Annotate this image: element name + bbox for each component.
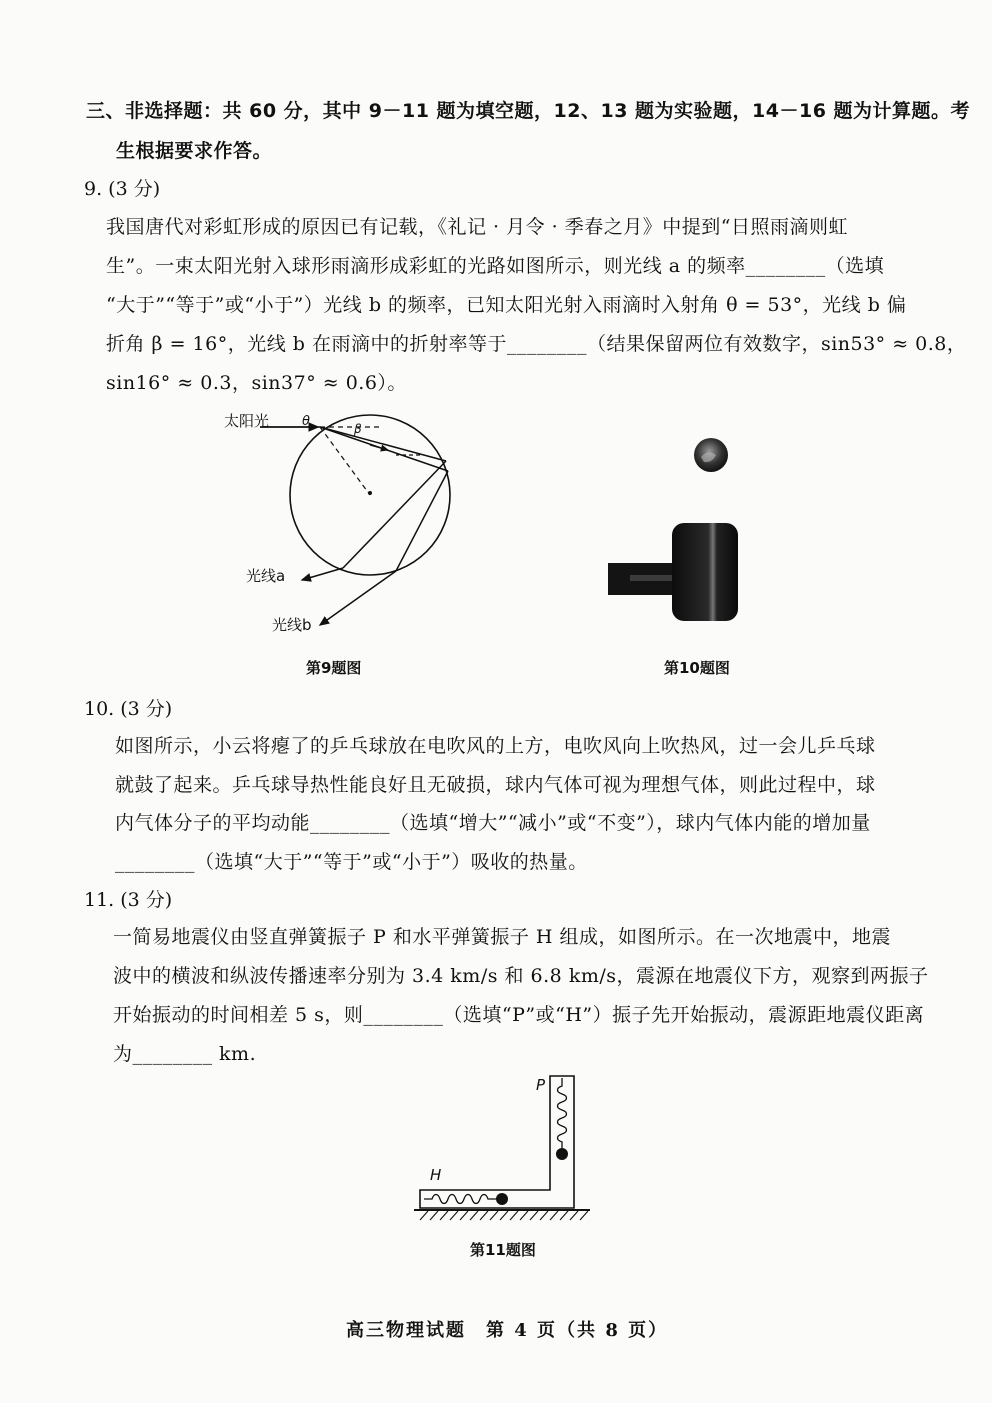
question-10-line4: ________（选填“大于”“等于”或“小于”）吸收的热量。	[115, 851, 588, 873]
label-P: P	[536, 1076, 546, 1094]
question-11-line3: 开始振动的时间相差 5 s，则________（选填“P”或“H”）振子先开始振动，震源距地震仪距离	[113, 1004, 925, 1026]
label-H: H	[430, 1166, 442, 1184]
section-heading-line2: 生根据要求作答。	[116, 140, 273, 162]
question-11-number: 11. (3 分)	[84, 889, 173, 911]
question-11-line2: 波中的横波和纵波传播速率分别为 3.4 km/s 和 6.8 km/s，震源在地震仪下方，观察到两振子	[113, 965, 929, 987]
question-9-line3: “大于”“等于”或“小于”）光线 b 的频率，已知太阳光射入雨滴时入射角 θ = 53°，光线 b 偏	[106, 294, 907, 316]
question-10-line2: 就鼓了起来。乒乓球导热性能良好且无破损，球内气体可视为理想气体，则此过程中，球	[115, 774, 876, 796]
question-9-line2: 生”。一束太阳光射入球形雨滴形成彩虹的光路如图所示，则光线 a 的频率________（选填	[106, 255, 885, 277]
horizontal-spring-H	[424, 1195, 496, 1204]
vertical-spring-P	[558, 1078, 567, 1148]
question-9-number: 9. (3 分)	[84, 178, 161, 200]
question-10-number: 10. (3 分)	[84, 698, 173, 720]
question-11-line4: 为________ km.	[113, 1043, 257, 1065]
question-9-line1: 我国唐代对彩虹形成的原因已有记载，《礼记 · 月令 · 季春之月》中提到“日照雨滴则虹	[106, 216, 848, 238]
question-10-line1: 如图所示，小云将瘪了的乒乓球放在电吹风的上方，电吹风向上吹热风，过一会儿乒乓球	[115, 735, 876, 757]
figure-9-caption: 第9题图	[306, 659, 362, 677]
question-9-line5: sin16° ≈ 0.3，sin37° ≈ 0.6）。	[106, 372, 407, 394]
figure-11-seismometer-diagram	[410, 1068, 610, 1228]
question-10-line3: 内气体分子的平均动能________（选填“增大”“减小”或“不变”），球内气体内能的增加量	[115, 812, 871, 834]
label-ray-a: 光线a	[246, 567, 286, 585]
question-9-line4: 折角 β = 16°，光线 b 在雨滴中的折射率等于________（结果保留两位有效数字，sin53° ≈ 0.8，	[106, 333, 967, 355]
label-theta: θ	[302, 414, 310, 429]
figure-10-hair-dryer-photo	[600, 435, 760, 625]
mass-P	[556, 1148, 568, 1160]
section-heading-line1: 三、非选择题：共 60 分，其中 9－11 题为填空题，12、13 题为实验题，14－16 题为计算题。考	[86, 100, 971, 122]
label-beta: β	[354, 422, 362, 436]
label-sunlight: 太阳光	[224, 412, 270, 430]
hair-dryer-body	[672, 523, 738, 621]
figure-9-raindrop-diagram	[220, 405, 480, 645]
figure-11-caption: 第11题图	[470, 1241, 536, 1259]
label-ray-b: 光线b	[272, 616, 312, 634]
page-footer: 高三物理试题 第 4 页（共 8 页）	[346, 1320, 669, 1341]
question-11-line1: 一简易地震仪由竖直弹簧振子 P 和水平弹簧振子 H 组成，如图所示。在一次地震中，地震	[113, 926, 892, 948]
figure-10-caption: 第10题图	[664, 659, 730, 677]
mass-H	[496, 1193, 508, 1205]
